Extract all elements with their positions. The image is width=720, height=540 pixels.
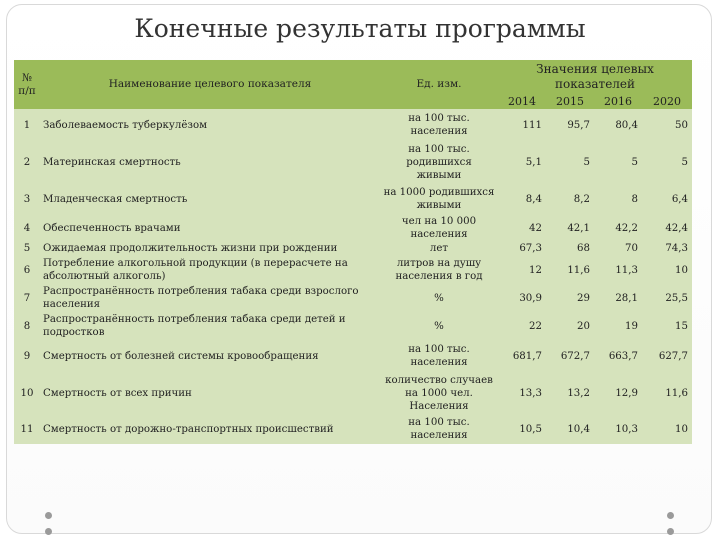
row-number: 11 [20, 423, 34, 435]
row-value-2020: 11,6 [665, 387, 689, 399]
row-value-2014: 5,1 [525, 156, 542, 168]
row-value-2014: 67,3 [519, 243, 542, 254]
row-number: 9 [23, 350, 31, 362]
header-name: Наименование целевого показателя [108, 78, 312, 90]
row-value-2014: 681,7 [512, 350, 542, 362]
header-year: 2020 [653, 95, 681, 108]
row-unit: количество случаев на 1000 чел. Населения [385, 374, 493, 412]
table-row [14, 241, 692, 256]
row-value-2020: 6,4 [671, 193, 689, 205]
row-value-2020: 5 [681, 156, 689, 168]
row-indicator-name: Ожидаемая продолжительность жизни при рождении [43, 243, 338, 254]
header-num: № п/п [18, 71, 36, 97]
row-unit: на 100 тыс. населения [408, 344, 470, 368]
row-number: 8 [23, 320, 31, 332]
page-title: Конечные результаты программы [134, 14, 586, 43]
row-value-2014: 12 [529, 264, 542, 276]
header-unit: Ед. изм. [416, 78, 462, 90]
header-year: 2015 [556, 95, 584, 108]
table-row [14, 372, 692, 414]
row-value-2020: 74,3 [665, 243, 689, 254]
row-value-2016: 42,2 [615, 222, 638, 234]
row-number: 2 [23, 156, 31, 168]
row-value-2016: 10,3 [615, 423, 638, 435]
row-number: 5 [23, 243, 31, 254]
row-unit: на 1000 родившихся живыми [383, 187, 495, 211]
row-value-2014: 8,4 [525, 193, 542, 205]
row-unit: % [434, 292, 444, 304]
row-indicator-name: Обеспеченность врачами [43, 222, 181, 234]
corner-dot-bottom-right [667, 528, 674, 535]
row-unit: % [434, 320, 444, 332]
table-row [14, 215, 692, 241]
row-value-2016: 11,3 [615, 264, 638, 276]
row-value-2016: 19 [625, 320, 638, 332]
row-unit: на 100 тыс. родившихся живыми [406, 143, 472, 181]
row-unit: на 100 тыс. населения [408, 417, 470, 441]
row-value-2016: 663,7 [608, 350, 638, 362]
row-value-2016: 8 [631, 193, 638, 205]
row-unit: на 100 тыс. населения [408, 113, 470, 137]
row-value-2020: 15 [675, 320, 689, 332]
row-value-2015: 5 [583, 156, 590, 168]
row-value-2020: 10 [675, 264, 689, 276]
table-row [14, 284, 692, 312]
corner-dot-top-left [45, 512, 52, 519]
row-value-2014: 30,9 [519, 292, 542, 304]
row-indicator-name: Распространённость потребления табака среди детей и подростков [43, 314, 346, 338]
row-value-2020: 42,4 [665, 222, 689, 234]
row-value-2015: 68 [577, 243, 590, 254]
header-values-title: Значения целевых показателей [536, 62, 654, 91]
row-value-2014: 22 [529, 320, 542, 332]
row-number: 4 [23, 222, 31, 234]
row-value-2015: 10,4 [567, 423, 590, 435]
table-row [14, 183, 692, 215]
row-unit: чел на 10 000 населения [401, 216, 477, 240]
row-indicator-name: Смертность от дорожно-транспортных происшествий [43, 423, 334, 435]
row-value-2014: 13,3 [519, 387, 542, 399]
table-row [14, 256, 692, 284]
row-indicator-name: Потребление алкогольной продукции (в перерасчете на абсолютный алкоголь) [43, 258, 348, 282]
table-row [14, 141, 692, 183]
row-number: 7 [23, 292, 31, 304]
row-value-2015: 42,1 [567, 222, 590, 234]
header-row [14, 60, 692, 94]
table-row [14, 109, 692, 141]
row-value-2015: 95,7 [567, 119, 590, 131]
row-value-2016: 70 [625, 243, 638, 254]
row-value-2016: 28,1 [615, 292, 638, 304]
row-indicator-name: Распространённость потребления табака среди взрослого населения [43, 286, 359, 310]
row-value-2014: 10,5 [519, 423, 542, 435]
row-indicator-name: Младенческая смертность [43, 193, 188, 205]
header-year: 2014 [508, 95, 536, 108]
row-unit: литров на душу населения в год [395, 258, 483, 282]
row-unit: лет [429, 243, 449, 254]
corner-dot-bottom-left [45, 528, 52, 535]
table-row [14, 340, 692, 372]
row-value-2015: 13,2 [567, 387, 590, 399]
row-value-2016: 12,9 [615, 387, 638, 399]
row-number: 6 [23, 264, 31, 276]
row-number: 3 [23, 193, 31, 205]
row-value-2015: 8,2 [573, 193, 590, 205]
row-indicator-name: Материнская смертность [43, 156, 181, 168]
table-row [14, 414, 692, 444]
row-value-2015: 29 [577, 292, 590, 304]
row-indicator-name: Смертность от болезней системы кровообращения [43, 350, 319, 362]
row-value-2014: 111 [522, 119, 542, 131]
row-value-2015: 11,6 [567, 264, 590, 276]
results-table [14, 60, 692, 444]
row-number: 10 [20, 387, 34, 399]
row-value-2020: 50 [675, 119, 689, 131]
row-value-2020: 627,7 [658, 350, 689, 362]
row-value-2015: 20 [577, 320, 590, 332]
row-value-2020: 25,5 [665, 292, 689, 304]
row-indicator-name: Смертность от всех причин [43, 387, 192, 399]
row-value-2020: 10 [675, 423, 689, 435]
table-row [14, 312, 692, 340]
row-indicator-name: Заболеваемость туберкулёзом [43, 119, 207, 131]
row-number: 1 [23, 119, 31, 131]
header-year: 2016 [604, 95, 632, 108]
row-value-2014: 42 [529, 222, 542, 234]
corner-dot-top-right [667, 512, 674, 519]
row-value-2016: 80,4 [615, 119, 638, 131]
row-value-2016: 5 [631, 156, 638, 168]
row-value-2015: 672,7 [560, 350, 590, 362]
